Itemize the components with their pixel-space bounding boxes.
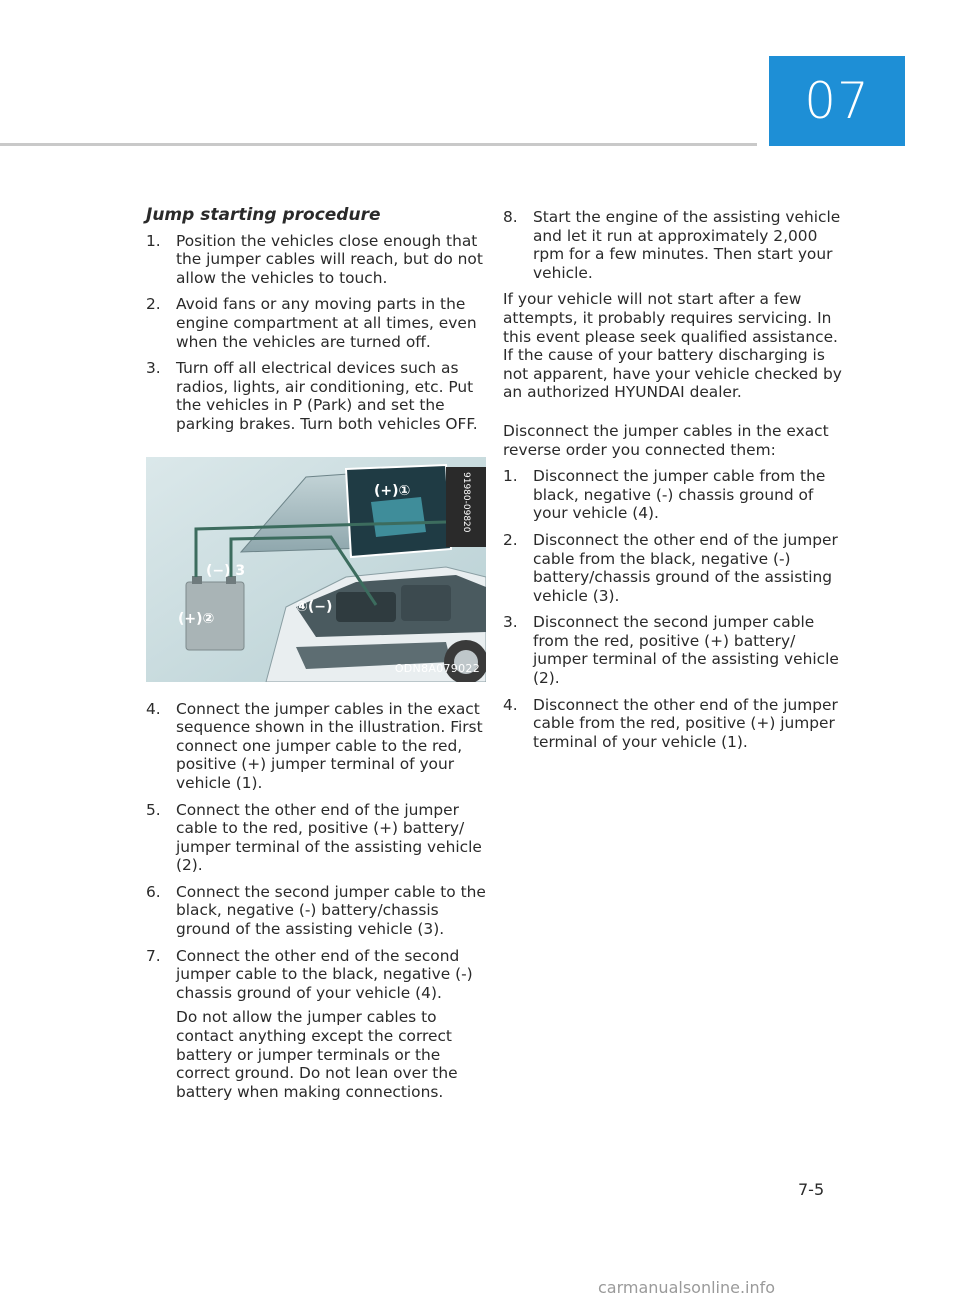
list-item: 1. Disconnect the jumper cable from the black, negative (-) chassis ground of your vehicle (4). — [503, 467, 826, 523]
step-8-list — [503, 208, 848, 282]
steps-list-bottom — [146, 700, 490, 1102]
steps-list-top — [146, 232, 490, 434]
left-column — [146, 206, 490, 1109]
jump-start-illustration — [146, 457, 486, 682]
right-column — [503, 208, 848, 759]
part-number-label: 91980-09820 — [461, 471, 471, 533]
header-rule — [0, 143, 757, 146]
figure-code: ODN8A079022 — [394, 661, 480, 675]
list-item: 1. Position the vehicles close enough that the jumper cables will reach, but do not allow the vehicles to touch. — [146, 231, 483, 287]
car-engine-illustration — [146, 457, 486, 682]
list-item: 2. Disconnect the other end of the jumper cable from the black, negative (-) battery/chassis ground of the assisting vehicle (3). — [503, 530, 838, 605]
safety-note: Do not allow the jumper cables to contact anything except the correct battery or jumper terminals or the correct ground. Do not lean over the battery when making connections. — [176, 1008, 458, 1101]
figure-label-3: (−) 3 — [206, 562, 246, 579]
paragraph-disconnect: Disconnect the jumper cables in the exact reverse order you connected them: — [503, 421, 829, 459]
figure-label-1: (+)① — [374, 482, 411, 499]
disconnect-steps-list — [503, 467, 848, 751]
list-item: 6. Connect the second jumper cable to the black, negative (-) battery/chassis ground of the assisting vehicle (3). — [146, 882, 486, 939]
list-item: 3. Disconnect the second jumper cable from the red, positive (+) battery/ jumper terminal of the assisting vehicle (2). — [503, 613, 839, 688]
chapter-tab: 07 — [769, 56, 905, 146]
section-title: Jump starting procedure — [146, 205, 381, 225]
list-item: 4. Disconnect the other end of the jumper cable from the red, positive (+) jumper terminal of your vehicle (1). — [503, 695, 838, 751]
paragraph-fail: If your vehicle will not start after a few attempts, it probably requires servicing. In this event please seek qualified assistance. If the cause of your battery discharging is not apparent, have your vehicle checked by an authorized HYUNDAI dealer. — [503, 290, 842, 402]
watermark[interactable]: carmanualsonline.info — [598, 1278, 776, 1297]
list-item: 5. Connect the other end of the jumper cable to the red, positive (+) battery/ jumper terminal of the assisting vehicle (2). — [146, 800, 482, 875]
list-item: 3. Turn off all electrical devices such as radios, lights, air conditioning, etc. Put the vehicles in P (Park) and set the parking brakes. Turn both vehicles OFF. — [146, 359, 478, 433]
list-item: 7. Connect the other end of the second jumper cable to the black, negative (-) chassis ground of your vehicle (4). Do not allow the jumper cables to contact anything except the correct battery or jumper terminals or the correct ground. Do not lean over the battery when making connections. — [146, 947, 490, 1102]
list-item: 4. Connect the jumper cables in the exact sequence shown in the illustration. First connect one jumper cable to the red, positive (+) jumper terminal of your vehicle (1). — [146, 699, 483, 792]
figure-label-4: ④(−) — [296, 598, 333, 615]
list-item: 2. Avoid fans or any moving parts in the engine compartment at all times, even when the vehicles are turned off. — [146, 295, 477, 351]
figure-label-2: (+)② — [178, 610, 215, 627]
page-number: 7-5 — [798, 1180, 825, 1199]
list-item: 8. Start the engine of the assisting vehicle and let it run at approximately 2,000 rpm for a few minutes. Then start your vehicle. — [503, 208, 841, 282]
